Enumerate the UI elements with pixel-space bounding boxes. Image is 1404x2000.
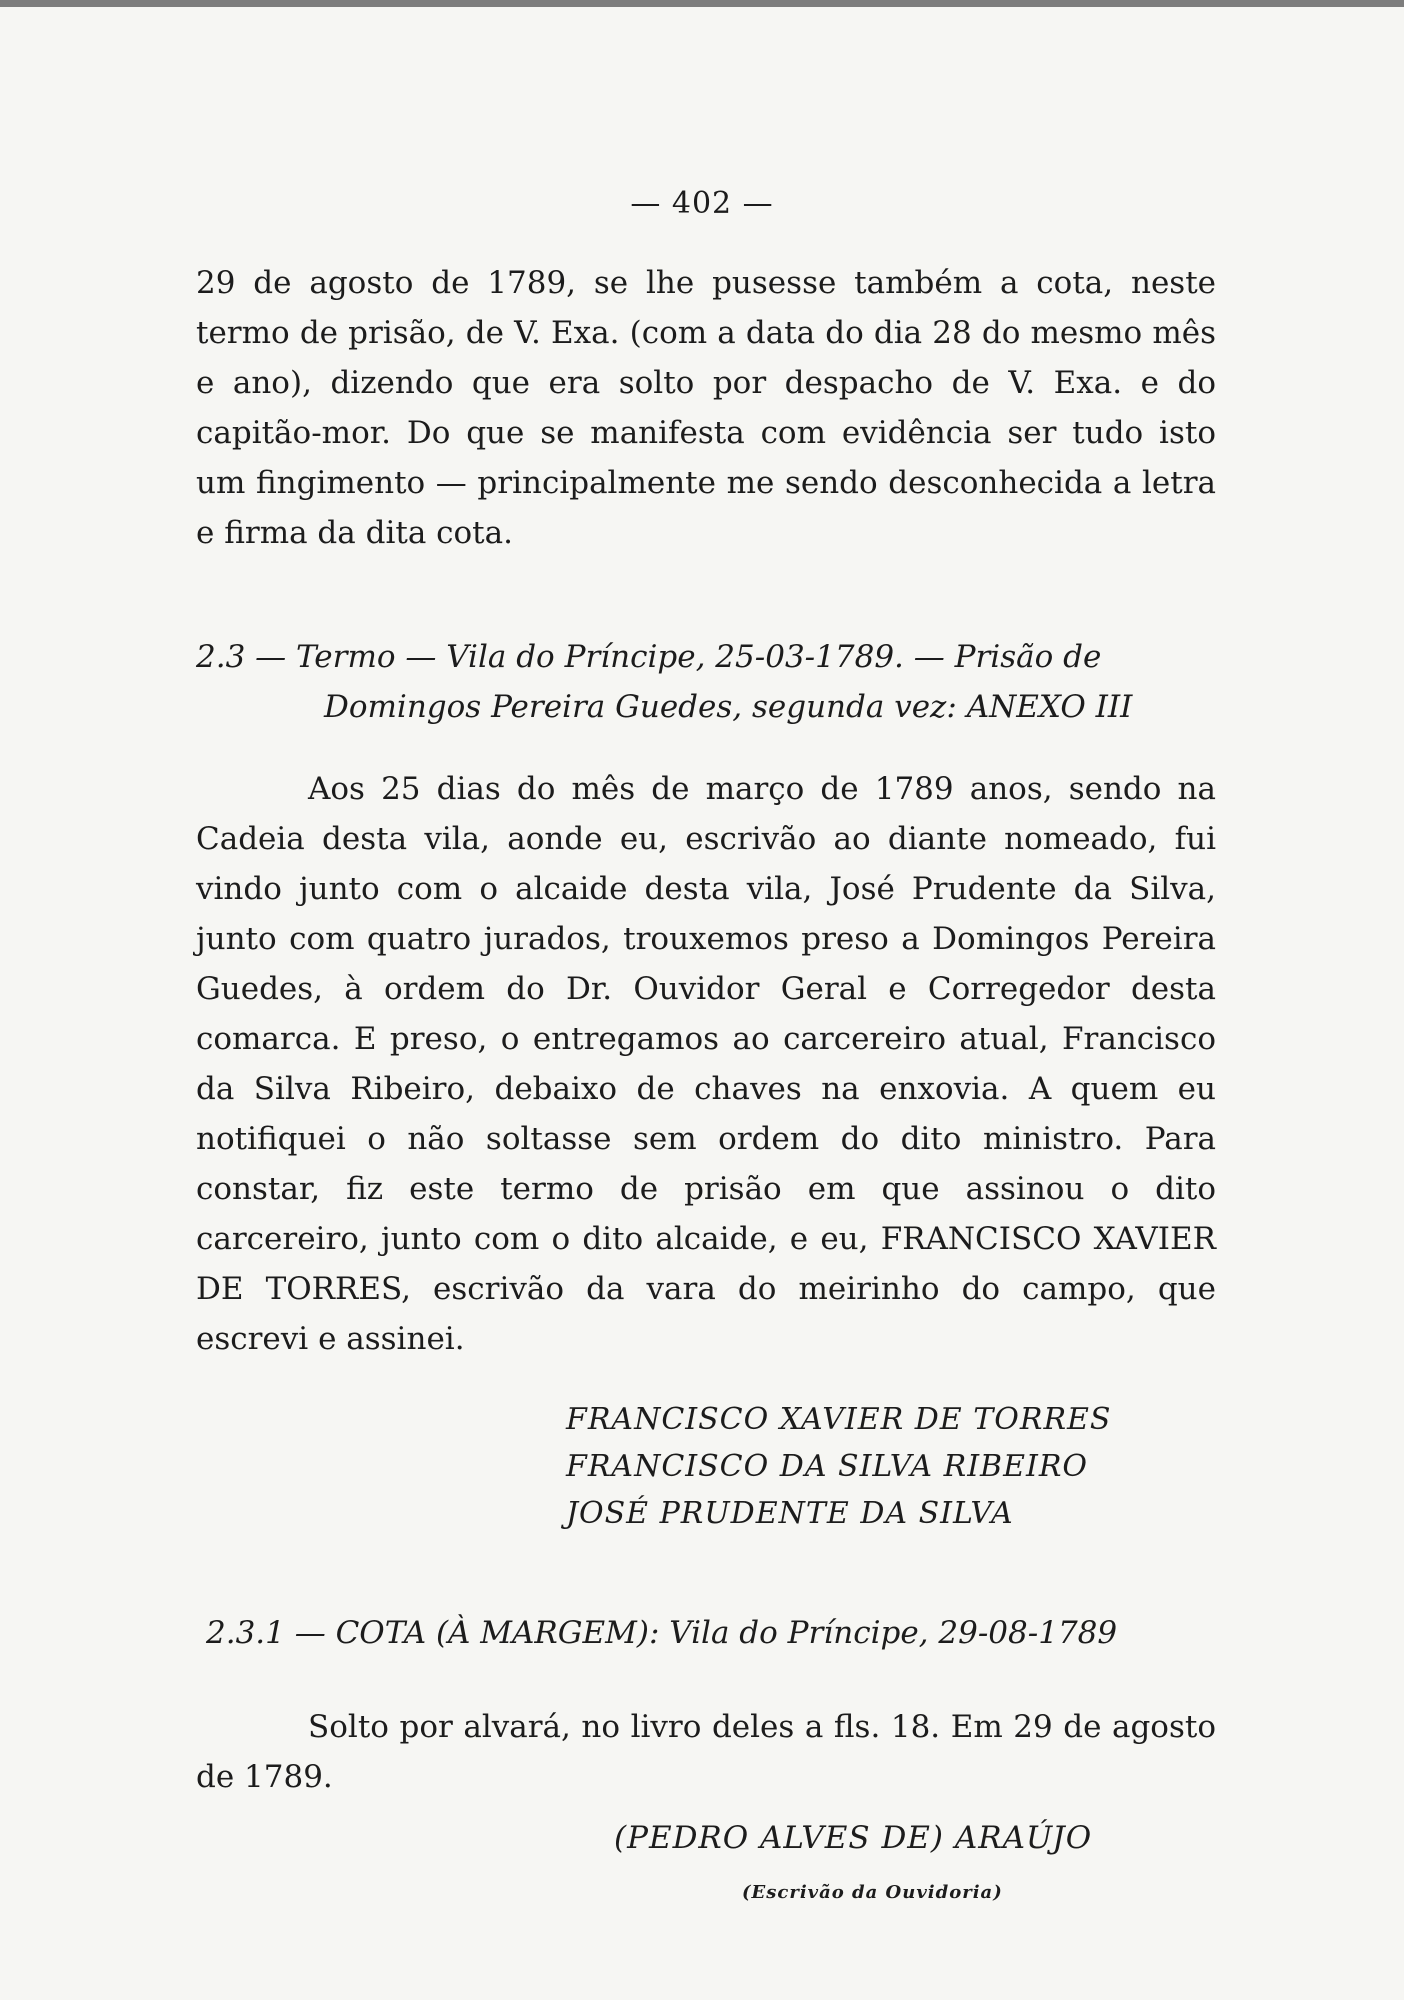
- section-2-3-1-heading: 2.3.1 — COTA (À MARGEM): Vila do Príncipe, 29-08-1789: [206, 1615, 1118, 1651]
- final-signature-role: (Escrivão da Ouvidoria): [742, 1882, 1003, 1903]
- signature-francisco-silva: FRANCISCO DA SILVA RIBEIRO: [566, 1449, 1089, 1484]
- page-number: — 402 —: [630, 186, 774, 221]
- signature-jose-prudente: JOSÉ PRUDENTE DA SILVA: [566, 1496, 1014, 1531]
- page-top-edge: [0, 0, 1404, 7]
- section-2-3-1-body: Solto por alvará, no livro deles a fls. 18. Em 29 de agosto de 1789.: [196, 1709, 1216, 1795]
- intro-paragraph: 29 de agosto de 1789, se lhe pusesse também a cota, neste termo de prisão, de V. Exa. (com a data do dia 28 do mesmo mês e ano), dizendo que era solto por despacho de V. Exa. e do capitão-mor. Do que se manifesta com evidência ser tudo isto um fingimento — principalmente me sendo desconhecida a letra e firma da dita cota.: [196, 265, 1216, 551]
- section-2-3-heading: [196, 632, 1216, 732]
- section-2-3-heading-line1: 2.3 — Termo — Vila do Príncipe, 25-03-1789. — Prisão de: [196, 639, 1102, 675]
- signature-francisco-xavier: FRANCISCO XAVIER DE TORRES: [566, 1402, 1112, 1437]
- section-2-3-heading-line2: Domingos Pereira Guedes, segunda vez: ANEXO III: [324, 689, 1133, 725]
- section-2-3-body: Aos 25 dias do mês de março de 1789 anos, sendo na Cadeia desta vila, aonde eu, escrivão ao diante nomeado, fui vindo junto com o alcaide desta vila, José Prudente da Silva, junto com quatro jurados, trouxemos preso a Domingos Pereira Guedes, à ordem do Dr. Ouvidor Geral e Corregedor desta comarca. E preso, o entregamos ao carcereiro atual, Francisco da Silva Ribeiro, debaixo de chaves na enxovia. A quem eu notifiquei o não soltasse sem ordem do dito ministro. Para constar, fiz este termo de prisão em que assinou o dito carcereiro, junto com o dito alcaide, e eu, FRANCISCO XAVIER DE TORRES, escrivão da vara do meirinho do campo, que escrevi e assinei.: [196, 771, 1216, 1357]
- section-2-3-body-block: [196, 764, 1216, 1364]
- intro-paragraph-block: [196, 258, 1216, 558]
- section-2-3-1-body-block: [196, 1702, 1216, 1802]
- signature-block: [566, 1396, 1111, 1537]
- final-signature: (PEDRO ALVES DE) ARAÚJO: [614, 1820, 1093, 1856]
